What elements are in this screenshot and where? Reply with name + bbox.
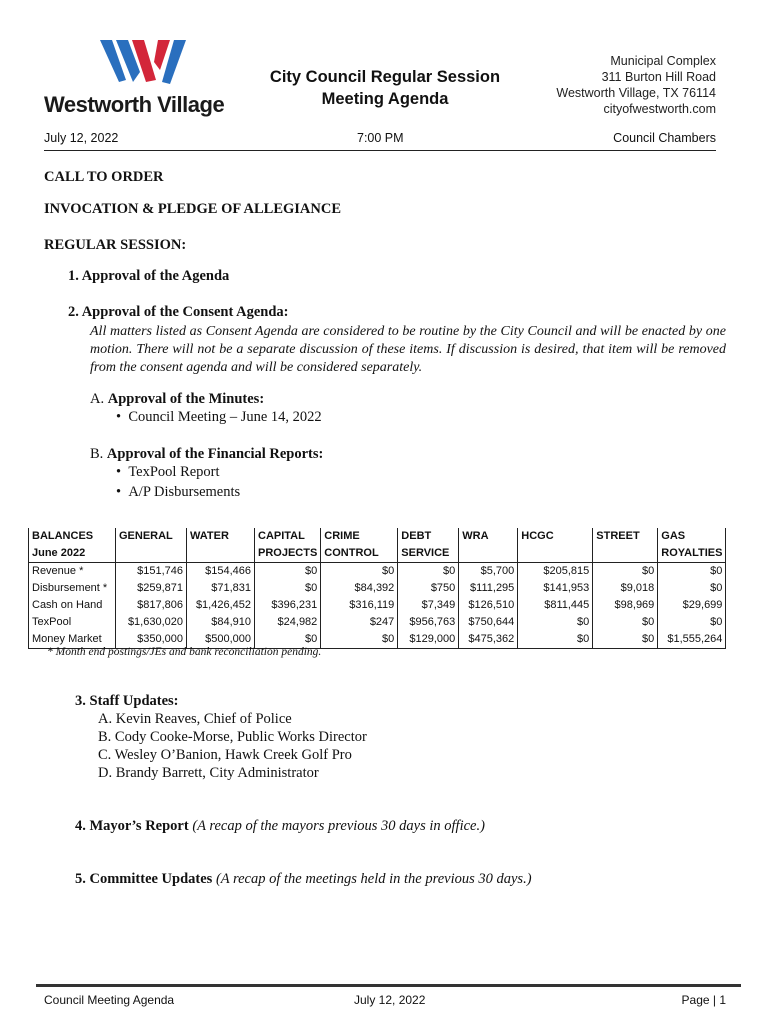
bullet-text: Council Meeting – June 14, 2022 (128, 409, 322, 425)
table-header: HCGC (518, 528, 593, 545)
table-cell: $0 (255, 563, 321, 581)
committee-updates-title: 5. Committee Updates (75, 871, 213, 887)
table-cell: $1,630,020 (116, 614, 187, 631)
table-cell: $84,392 (321, 580, 398, 597)
table-header-row (29, 528, 726, 545)
table-row (29, 563, 726, 581)
table-cell: $750,644 (459, 614, 518, 631)
row-label: Cash on Hand (29, 597, 116, 614)
table-cell: $0 (518, 614, 593, 631)
table-cell: $750 (398, 580, 459, 597)
sub-item-a-title: Approval of the Minutes: (107, 391, 265, 407)
table-cell: $0 (255, 580, 321, 597)
table-cell: $141,953 (518, 580, 593, 597)
agenda-item-4 (75, 818, 485, 835)
table-header: GAS (658, 528, 726, 545)
list-item: A. Kevin Reaves, Chief of Police (98, 711, 292, 727)
consent-description: All matters listed as Consent Agenda are considered to be routine by the City Council and will be enacted by one motion. There will not be a separate discussion of these items. If discussion is desired, that item will be removed from the consent agenda and will be considered separately. (90, 324, 726, 375)
logo-text: Westworth Village (44, 92, 225, 117)
sub-item-a (90, 391, 264, 408)
table-cell: $316,119 (321, 597, 398, 614)
bullet-text: TexPool Report (128, 464, 220, 480)
meeting-date: July 12, 2022 (44, 131, 119, 145)
table-cell: $259,871 (116, 580, 187, 597)
agenda-item-5 (75, 871, 532, 888)
table-cell: $111,295 (459, 580, 518, 597)
title-line-2: Meeting Agenda (321, 90, 449, 108)
table-cell: $7,349 (398, 597, 459, 614)
table-cell: $0 (658, 580, 726, 597)
mayor-report-desc: (A recap of the mayors previous 30 days in office.) (192, 818, 485, 834)
table-header: CAPITAL (255, 528, 321, 545)
mayor-report-title: 4. Mayor’s Report (75, 818, 189, 834)
table-cell: $129,000 (398, 631, 459, 649)
table-cell: $0 (255, 631, 321, 649)
table-cell: $154,466 (187, 563, 255, 581)
footer-date: July 12, 2022 (354, 993, 426, 1007)
table-cell: $84,910 (187, 614, 255, 631)
bullet-text: A/P Disbursements (128, 484, 241, 500)
table-cell: $5,700 (459, 563, 518, 581)
table-cell: $350,000 (116, 631, 187, 649)
table-cell: $205,815 (518, 563, 593, 581)
meeting-time: 7:00 PM (357, 131, 404, 145)
table-header: CRIME (321, 528, 398, 545)
table-row (29, 614, 726, 631)
table-cell: $0 (658, 563, 726, 581)
address-line: Municipal Complex (610, 54, 716, 68)
list-item: B. Cody Cooke-Morse, Public Works Director (98, 729, 367, 745)
list-item: • A/P Disbursements (116, 484, 241, 500)
table-header: June 2022 (29, 545, 116, 563)
table-row (29, 597, 726, 614)
table-cell: $98,969 (593, 597, 658, 614)
table-cell: $24,982 (255, 614, 321, 631)
table-cell: $0 (593, 563, 658, 581)
table-cell: $247 (321, 614, 398, 631)
sub-item-a-prefix: A. (90, 391, 105, 407)
table-cell: $0 (518, 631, 593, 649)
table-cell: $956,763 (398, 614, 459, 631)
address-line: Westworth Village, TX 76114 (556, 86, 716, 100)
agenda-item-3: 3. Staff Updates: (75, 693, 179, 709)
table-cell: $151,746 (116, 563, 187, 581)
table-header-row (29, 545, 726, 563)
sub-item-b (90, 446, 323, 463)
table-header: STREET (593, 528, 658, 545)
table-cell: $9,018 (593, 580, 658, 597)
table-footnote: * Month end postings/JEs and bank reconciliation pending. (47, 646, 322, 658)
website-link[interactable]: cityofwestworth.com (603, 102, 716, 116)
table-cell: $71,831 (187, 580, 255, 597)
footer-divider (36, 984, 741, 987)
table-cell: $396,231 (255, 597, 321, 614)
table-header: WRA (459, 528, 518, 545)
call-to-order-heading: CALL TO ORDER (44, 169, 164, 185)
table-header (459, 545, 518, 563)
table-header: ROYALTIES (658, 545, 726, 563)
row-label: Disbursement * (29, 580, 116, 597)
page-title (250, 66, 520, 110)
table-cell: $1,555,264 (658, 631, 726, 649)
sub-item-b-title: Approval of the Financial Reports: (106, 446, 324, 462)
financial-table (28, 528, 726, 649)
table-cell: $0 (593, 631, 658, 649)
table-header: PROJECTS (255, 545, 321, 563)
list-item: C. Wesley O’Banion, Hawk Creek Golf Pro (98, 747, 352, 763)
table-cell: $475,362 (459, 631, 518, 649)
table-cell: $500,000 (187, 631, 255, 649)
list-item: D. Brandy Barrett, City Administrator (98, 765, 319, 781)
meeting-location: Council Chambers (613, 131, 716, 145)
table-header (187, 545, 255, 563)
table-header: WATER (187, 528, 255, 545)
table-header (116, 545, 187, 563)
row-label: TexPool (29, 614, 116, 631)
table-cell: $0 (398, 563, 459, 581)
footer-title: Council Meeting Agenda (44, 993, 175, 1007)
list-item: • Council Meeting – June 14, 2022 (116, 409, 322, 425)
agenda-item-2: 2. Approval of the Consent Agenda: (68, 304, 289, 320)
table-header: BALANCES (29, 528, 116, 545)
table-header: DEBT (398, 528, 459, 545)
meeting-info-bar (44, 130, 716, 151)
address-line: 311 Burton Hill Road (601, 70, 716, 84)
committee-updates-desc: (A recap of the meetings held in the previous 30 days.) (215, 871, 532, 887)
table-cell: $1,426,452 (187, 597, 255, 614)
row-label: Revenue * (29, 563, 116, 581)
table-cell: $0 (321, 563, 398, 581)
table-cell: $126,510 (459, 597, 518, 614)
table-row (29, 580, 726, 597)
table-cell: $29,699 (658, 597, 726, 614)
agenda-item-1: 1. Approval of the Agenda (68, 268, 230, 284)
invocation-heading: INVOCATION & PLEDGE OF ALLEGIANCE (44, 201, 341, 217)
table-cell: $0 (321, 631, 398, 649)
regular-session-heading: REGULAR SESSION: (44, 237, 187, 253)
list-item: • TexPool Report (116, 464, 220, 480)
table-header (518, 545, 593, 563)
row-label: Money Market (29, 631, 116, 649)
table-header (593, 545, 658, 563)
table-cell: $817,806 (116, 597, 187, 614)
title-line-1: City Council Regular Session (269, 68, 501, 86)
table-header: GENERAL (116, 528, 187, 545)
page-number: Page | 1 (681, 993, 726, 1007)
table-cell: $811,445 (518, 597, 593, 614)
table-body (29, 563, 726, 649)
table-cell: $0 (593, 614, 658, 631)
address-block (556, 53, 716, 117)
table-header: SERVICE (398, 545, 459, 563)
sub-item-b-prefix: B. (90, 446, 104, 462)
table-header: CONTROL (321, 545, 398, 563)
table-cell: $0 (658, 614, 726, 631)
